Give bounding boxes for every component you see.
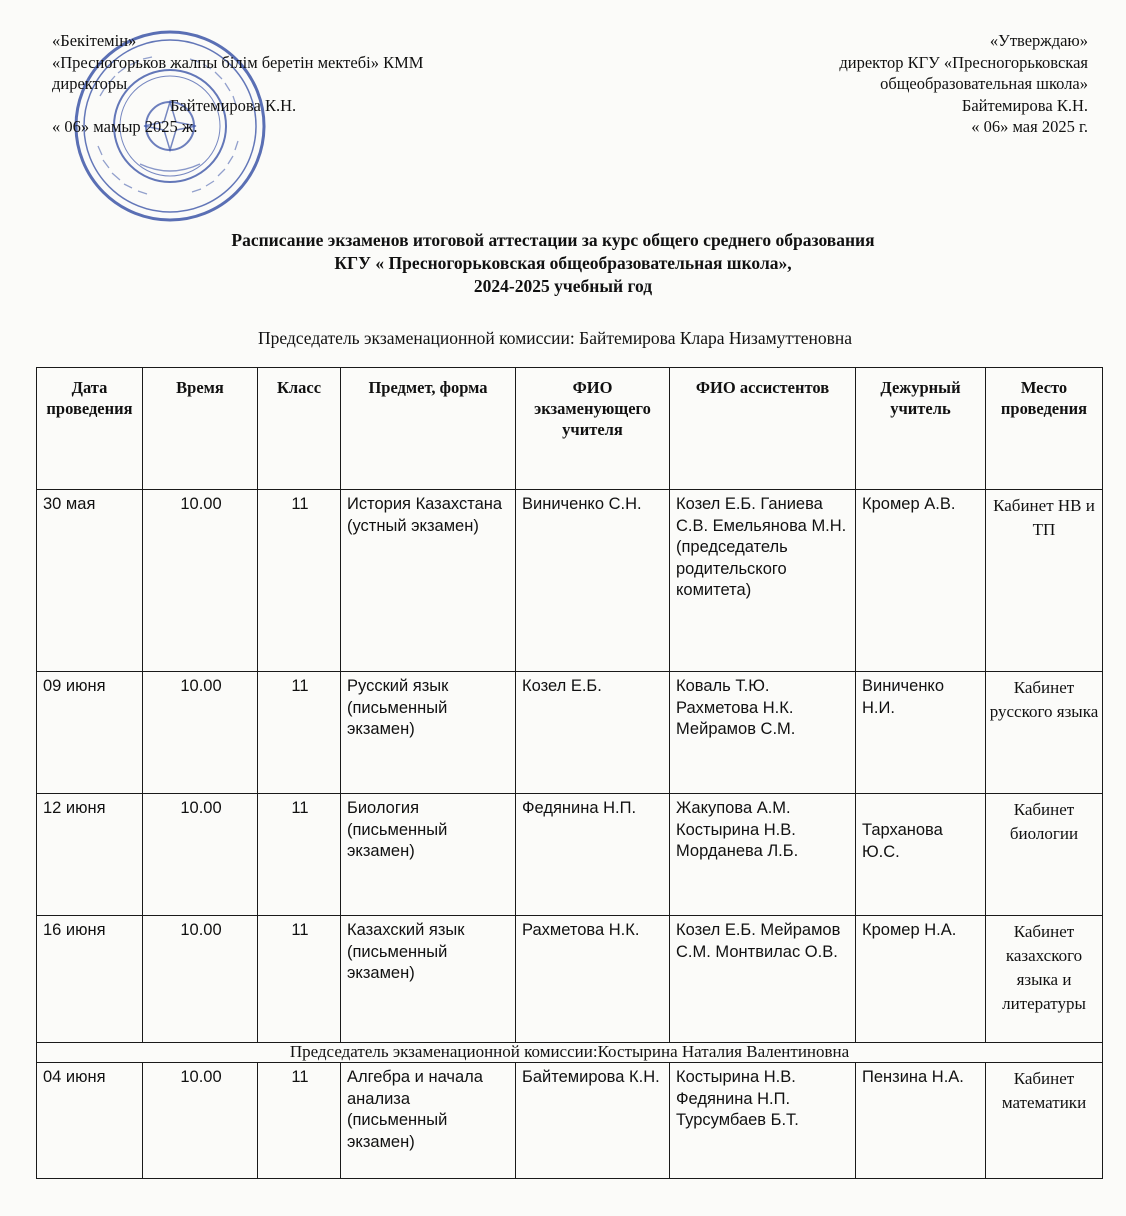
cell-subject: Биология (письменный экзамен) bbox=[341, 794, 516, 916]
header-date: Дата проведения bbox=[37, 368, 143, 490]
cell-time: 10.00 bbox=[143, 794, 258, 916]
cell-subject: Алгебра и начала анализа (письменный экзамен) bbox=[341, 1063, 516, 1179]
cell-class: 11 bbox=[258, 1063, 341, 1179]
header-assistants: ФИО ассистентов bbox=[670, 368, 856, 490]
cell-date: 12 июня bbox=[37, 794, 143, 916]
cell-examiner: Федянина Н.П. bbox=[516, 794, 670, 916]
cell-duty: Тарханова Ю.С. bbox=[856, 794, 986, 916]
table-row bbox=[37, 916, 1103, 1043]
header-left bbox=[52, 30, 612, 138]
cell-subject: Казахский язык (письменный экзамен) bbox=[341, 916, 516, 1043]
title-line-3: 2024-2025 учебный год bbox=[473, 276, 653, 296]
commission-chair-2: Председатель экзаменационной комиссии:Костырина Наталия Валентиновна bbox=[37, 1043, 1103, 1063]
cell-assistants: Костырина Н.В. Федянина Н.П. Турсумбаев Б.Т. bbox=[670, 1063, 856, 1179]
header-left-approve-label: «Бекітемін» bbox=[52, 31, 137, 50]
cell-examiner: Козел Е.Б. bbox=[516, 672, 670, 794]
header-time: Время bbox=[143, 368, 258, 490]
header-subject: Предмет, форма bbox=[341, 368, 516, 490]
cell-duty: Кромер А.В. bbox=[856, 490, 986, 672]
commission-chair-row bbox=[37, 1043, 1103, 1063]
cell-subject: История Казахстана (устный экзамен) bbox=[341, 490, 516, 672]
cell-place: Кабинет математики bbox=[986, 1063, 1103, 1179]
cell-assistants: Козел Е.Б. Ганиева С.В. Емельянова М.Н. (председатель родительского комитета) bbox=[670, 490, 856, 672]
cell-assistants: Жакупова А.М. Костырина Н.В. Морданева Л.Б. bbox=[670, 794, 856, 916]
header-right-org-name: общеобразовательная школа» bbox=[880, 74, 1088, 93]
title-line-1: Расписание экзаменов итоговой аттестации за курс общего среднего образования bbox=[231, 230, 875, 250]
header-duty: Дежурный учитель bbox=[856, 368, 986, 490]
header-right-date: « 06» мая 2025 г. bbox=[971, 117, 1088, 136]
cell-duty: Пензина Н.А. bbox=[856, 1063, 986, 1179]
header-left-signatory: Байтемирова К.Н. bbox=[170, 95, 297, 115]
header-right-position: директор КГУ «Пресногорьковская bbox=[839, 52, 1088, 72]
table-header-row bbox=[37, 368, 1103, 490]
header-right-signatory: Байтемирова К.Н. bbox=[961, 95, 1088, 115]
document-title bbox=[0, 229, 1126, 298]
cell-duty: Кромер Н.А. bbox=[856, 916, 986, 1043]
title-line-2: КГУ « Пресногорьковская общеобразовательная школа», bbox=[334, 253, 792, 273]
cell-time: 10.00 bbox=[143, 490, 258, 672]
header-left-position: директоры bbox=[52, 74, 128, 93]
header-class: Класс bbox=[258, 368, 341, 490]
commission-chair: Председатель экзаменационной комиссии: Байтемирова Клара Низамуттеновна bbox=[257, 328, 853, 348]
cell-place: Кабинет казахского языка и литературы bbox=[986, 916, 1103, 1043]
cell-examiner: Байтемирова К.Н. bbox=[516, 1063, 670, 1179]
cell-class: 11 bbox=[258, 672, 341, 794]
header-right-approve-label: «Утверждаю» bbox=[989, 31, 1088, 50]
cell-class: 11 bbox=[258, 794, 341, 916]
cell-date: 09 июня bbox=[37, 672, 143, 794]
header-place: Место проведения bbox=[986, 368, 1103, 490]
cell-date: 16 июня bbox=[37, 916, 143, 1043]
cell-time: 10.00 bbox=[143, 1063, 258, 1179]
header-right bbox=[668, 30, 1088, 138]
header-examiner: ФИО экзаменующего учителя bbox=[516, 368, 670, 490]
cell-duty: Виниченко Н.И. bbox=[856, 672, 986, 794]
cell-class: 11 bbox=[258, 916, 341, 1043]
cell-date: 30 мая bbox=[37, 490, 143, 672]
header-left-org-name: «Пресногорьков жалпы білім беретін мектебі» КММ bbox=[52, 52, 424, 72]
cell-place: Кабинет русского языка bbox=[986, 672, 1103, 794]
cell-place: Кабинет НВ и ТП bbox=[986, 490, 1103, 672]
cell-date: 04 июня bbox=[37, 1063, 143, 1179]
exam-schedule-table bbox=[36, 367, 1103, 1179]
cell-place: Кабинет биологии bbox=[986, 794, 1103, 916]
table-row bbox=[37, 672, 1103, 794]
cell-examiner: Рахметова Н.К. bbox=[516, 916, 670, 1043]
header-left-date: « 06» мамыр 2025 ж. bbox=[52, 117, 198, 136]
table-row bbox=[37, 1063, 1103, 1179]
table-row bbox=[37, 794, 1103, 916]
cell-subject: Русский язык (письменный экзамен) bbox=[341, 672, 516, 794]
cell-time: 10.00 bbox=[143, 672, 258, 794]
cell-assistants: Коваль Т.Ю. Рахметова Н.К. Мейрамов С.М. bbox=[670, 672, 856, 794]
cell-examiner: Виниченко С.Н. bbox=[516, 490, 670, 672]
table-row bbox=[37, 490, 1103, 672]
cell-class: 11 bbox=[258, 490, 341, 672]
cell-assistants: Козел Е.Б. Мейрамов С.М. Монтвилас О.В. bbox=[670, 916, 856, 1043]
cell-time: 10.00 bbox=[143, 916, 258, 1043]
